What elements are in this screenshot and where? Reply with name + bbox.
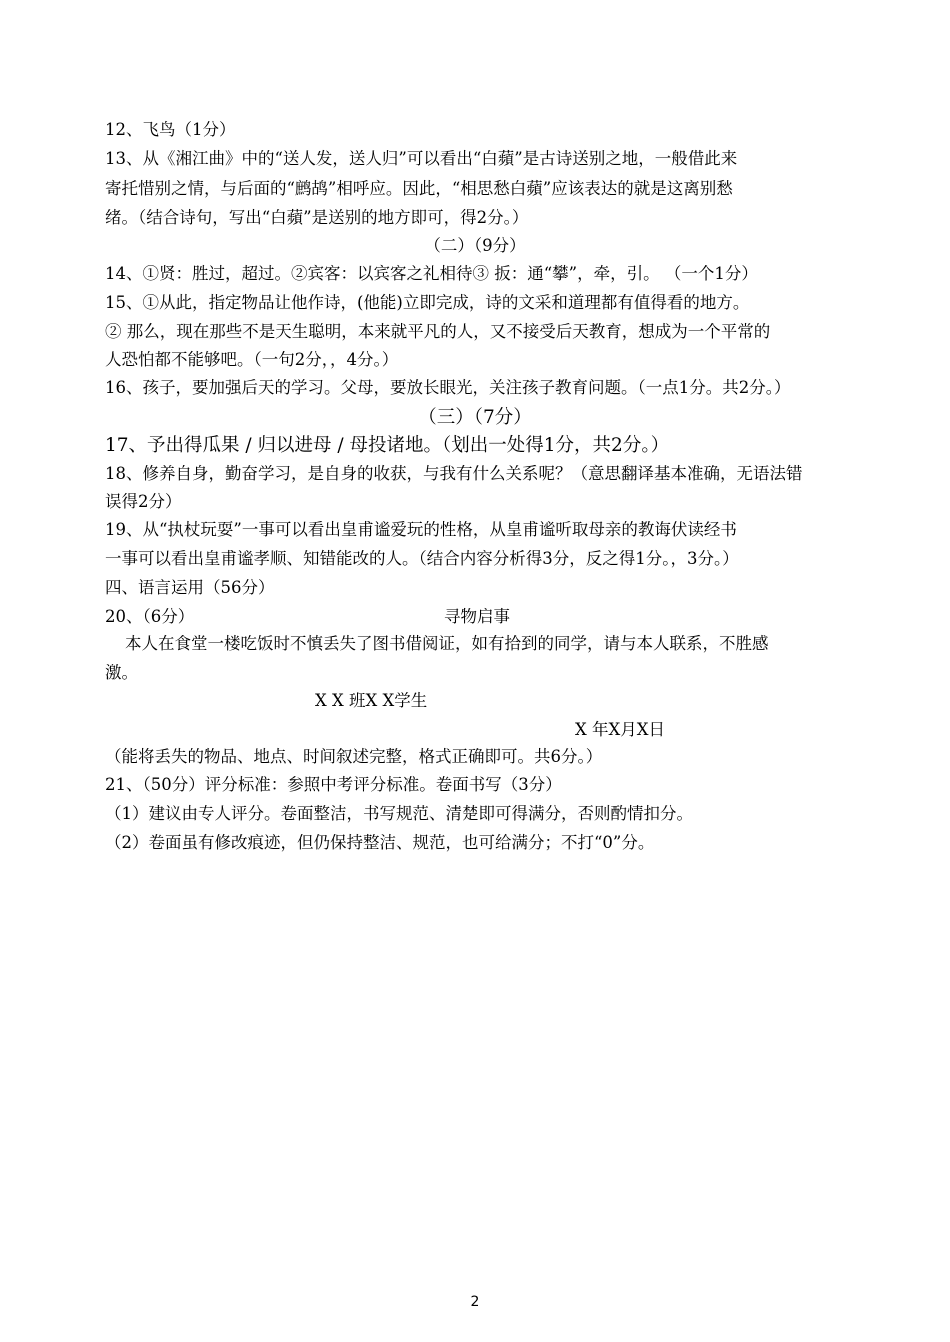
answer-16: 16、孩子，要加强后天的学习。父母，要放长眼光，关注孩子教育问题。（一点1分。共2分。） bbox=[105, 378, 791, 397]
section-heading-4: 四、语言运用（56分） bbox=[105, 578, 275, 597]
answer-21-item-1: （1）建议由专人评分。卷面整洁，书写规范、清楚即可得满分，否则酌情扣分。 bbox=[105, 804, 693, 823]
answer-13-line-1: 13、从《湘江曲》中的“送人发，送人归”可以看出“白蘋”是古诗送别之地，一般借此来 bbox=[105, 149, 738, 168]
answer-18-line-2: 误得2分） bbox=[105, 492, 182, 511]
answer-21: 21、（50分）评分标准：参照中考评分标准。卷面书写（3分） bbox=[105, 775, 562, 794]
answer-18-line-1: 18、修养自身，勤奋学习，是自身的收获，与我有什么关系呢？（意思翻译基本准确，无语法错 bbox=[105, 464, 803, 483]
answer-13-line-3: 绪。（结合诗句，写出“白蘋”是送别的地方即可，得2分。） bbox=[105, 208, 529, 227]
section-heading-2: （二）（9分） bbox=[424, 236, 526, 255]
notice-date: X 年X月X日 bbox=[575, 720, 665, 739]
answer-19-line-2: 一事可以看出皇甫谧孝顺、知错能改的人。（结合内容分析得3分，反之得1分。，3分。） bbox=[105, 549, 739, 568]
section-heading-3: （三）（7分） bbox=[418, 407, 532, 428]
notice-title: 寻物启事 bbox=[444, 607, 510, 626]
answer-14: 14、①贤：胜过，超过。②宾客：以宾客之礼相待③ 扳：通“攀”，牵，引。 （一个1分） bbox=[105, 264, 758, 283]
answer-15-line-1: 15、①从此，指定物品让他作诗，(他能)立即完成，诗的文采和道理都有值得看的地方。 bbox=[105, 293, 750, 312]
answer-20-label: 20、（6分） bbox=[105, 607, 195, 626]
notice-body-line-1: 本人在食堂一楼吃饭时不慎丢失了图书借阅证，如有拾到的同学，请与本人联系，不胜感 bbox=[125, 634, 769, 653]
page-number: 2 bbox=[470, 1294, 480, 1310]
notice-signature: X X 班X X学生 bbox=[315, 691, 428, 710]
answer-15-line-3: 人恐怕都不能够吧。（一句2分，，4分。） bbox=[105, 350, 399, 369]
answer-15-line-2: ② 那么，现在那些不是天生聪明，本来就平凡的人，又不接受后天教育，想成为一个平常的 bbox=[105, 322, 771, 341]
notice-body-line-2: 激。 bbox=[105, 663, 138, 682]
answer-17: 17、予出得瓜果 / 归以进母 / 母投诸地。（划出一处得1分，共2分。） bbox=[105, 435, 670, 456]
answer-19-line-1: 19、从“执杖玩耍”一事可以看出皇甫谧爱玩的性格，从皇甫谧听取母亲的教诲伏读经书 bbox=[105, 520, 737, 539]
answer-13-line-2: 寄托惜别之情，与后面的“鹧鸪”相呼应。因此，“相思愁白蘋”应该表达的就是这离别愁 bbox=[105, 179, 733, 198]
answer-12: 12、飞鸟（1分） bbox=[105, 120, 236, 139]
answer-21-item-2: （2）卷面虽有修改痕迹，但仍保持整洁、规范，也可给满分；不打“0”分。 bbox=[105, 833, 655, 852]
answer-20-scoring: （能将丢失的物品、地点、时间叙述完整，格式正确即可。共6分。） bbox=[105, 747, 603, 766]
